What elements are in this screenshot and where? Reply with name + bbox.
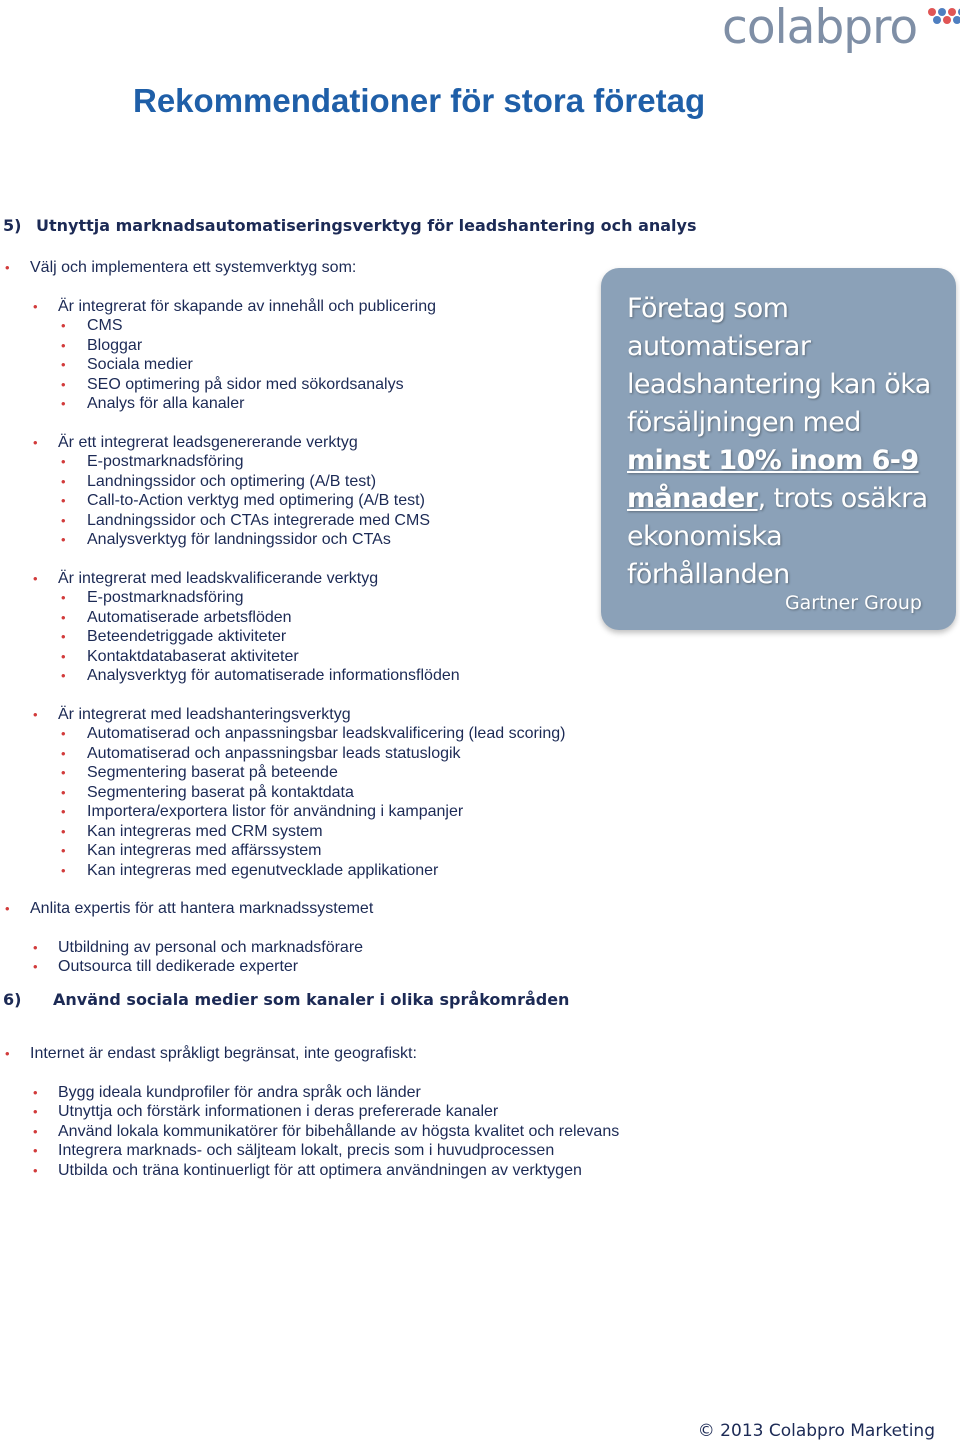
list-item: • Automatiserade arbetsflöden: [0, 608, 565, 628]
list-item: • Internet är endast språkligt begränsat, inte geografiskt:: [0, 1044, 619, 1064]
list-item: • Utnyttja och förstärk informationen i deras prefererade kanaler: [0, 1102, 619, 1122]
section-6-number: 6): [3, 990, 22, 1009]
list-item: • Segmentering baserat på beteende: [0, 763, 565, 783]
list-item: • Kan integreras med affärssystem: [0, 841, 565, 861]
section-6-list: [0, 1044, 619, 1180]
list-item: • SEO optimering på sidor med sökordsanalys: [0, 375, 565, 395]
list-item: • Analys för alla kanaler: [0, 394, 565, 414]
list-item: • Automatiserad och anpassningsbar leadskvalificering (lead scoring): [0, 724, 565, 744]
list-item: • Är integrerat med leadshanteringsverktyg: [0, 705, 565, 725]
list-item: • Är ett integrerat leadsgenererande verktyg: [0, 433, 565, 453]
list-item: • Beteendetriggade aktiviteter: [0, 627, 565, 647]
colabpro-logo: [722, 0, 952, 60]
callout-text-after: , trots osäkra ekonomiska förhållanden: [627, 483, 928, 590]
list-item: • Är integrerat med leadskvalificerande verktyg: [0, 569, 565, 589]
page-title: Rekommendationer för stora företag: [133, 82, 706, 119]
list-item: • Bygg ideala kundprofiler för andra språk och länder: [0, 1083, 619, 1103]
section-6-heading: [3, 990, 569, 1009]
logo-wordmark: colabpro: [722, 0, 918, 55]
list-item: • Sociala medier: [0, 355, 565, 375]
section-6-title: Använd sociala medier som kanaler i olika språkområden: [53, 990, 570, 1009]
list-item: • Outsourca till dedikerade experter: [0, 957, 565, 977]
section-5-number: 5): [3, 216, 22, 235]
list-item: • Integrera marknads- och säljteam lokalt, precis som i huvudprocessen: [0, 1141, 619, 1161]
list-item: • Analysverktyg för landningssidor och CTAs: [0, 530, 565, 550]
list-item: • E-postmarknadsföring: [0, 588, 565, 608]
footer-copyright: © 2013 Colabpro Marketing: [697, 1421, 935, 1441]
section-5-title: Utnyttja marknadsautomatiseringsverktyg för leadshantering och analys: [36, 216, 697, 235]
list-item: • Bloggar: [0, 336, 565, 356]
list-item: • Kontaktdatabaserat aktiviteter: [0, 647, 565, 667]
callout-emphasis: minst 10% inom 6-9 månader: [627, 445, 919, 514]
callout-quote: [627, 290, 947, 594]
list-item: • Kan integreras med egenutvecklade applikationer: [0, 861, 565, 881]
list-item: • Landningssidor och optimering (A/B test): [0, 472, 565, 492]
section-5-list: [0, 258, 565, 977]
callout-text-before: Företag som automatiserar leadshantering kan öka försäljningen med: [627, 293, 931, 438]
list-item: • Använd lokala kommunikatörer för bibehållande av högsta kvalitet och relevans: [0, 1122, 619, 1142]
logo-dots-icon: [928, 8, 960, 24]
list-item: • Call-to-Action verktyg med optimering (A/B test): [0, 491, 565, 511]
list-item: • E-postmarknadsföring: [0, 452, 565, 472]
list-item: • Är integrerat för skapande av innehåll och publicering: [0, 297, 565, 317]
list-item: • Importera/exportera listor för användning i kampanjer: [0, 802, 565, 822]
callout-source: Gartner Group: [784, 592, 922, 614]
list-item: • Välj och implementera ett systemverktyg som:: [0, 258, 565, 278]
list-item: • Kan integreras med CRM system: [0, 822, 565, 842]
list-item: • Anlita expertis för att hantera marknadssystemet: [0, 899, 565, 919]
list-item: • CMS: [0, 316, 565, 336]
list-item: • Analysverktyg för automatiserade informationsflöden: [0, 666, 565, 686]
list-item: • Landningssidor och CTAs integrerade med CMS: [0, 511, 565, 531]
list-item: • Segmentering baserat på kontaktdata: [0, 783, 565, 803]
list-item: • Automatiserad och anpassningsbar leads statuslogik: [0, 744, 565, 764]
section-5-heading: [3, 216, 696, 235]
quote-callout: [601, 268, 956, 630]
list-item: • Utbilda och träna kontinuerligt för att optimera användningen av verktygen: [0, 1161, 619, 1181]
list-item: • Utbildning av personal och marknadsförare: [0, 938, 565, 958]
